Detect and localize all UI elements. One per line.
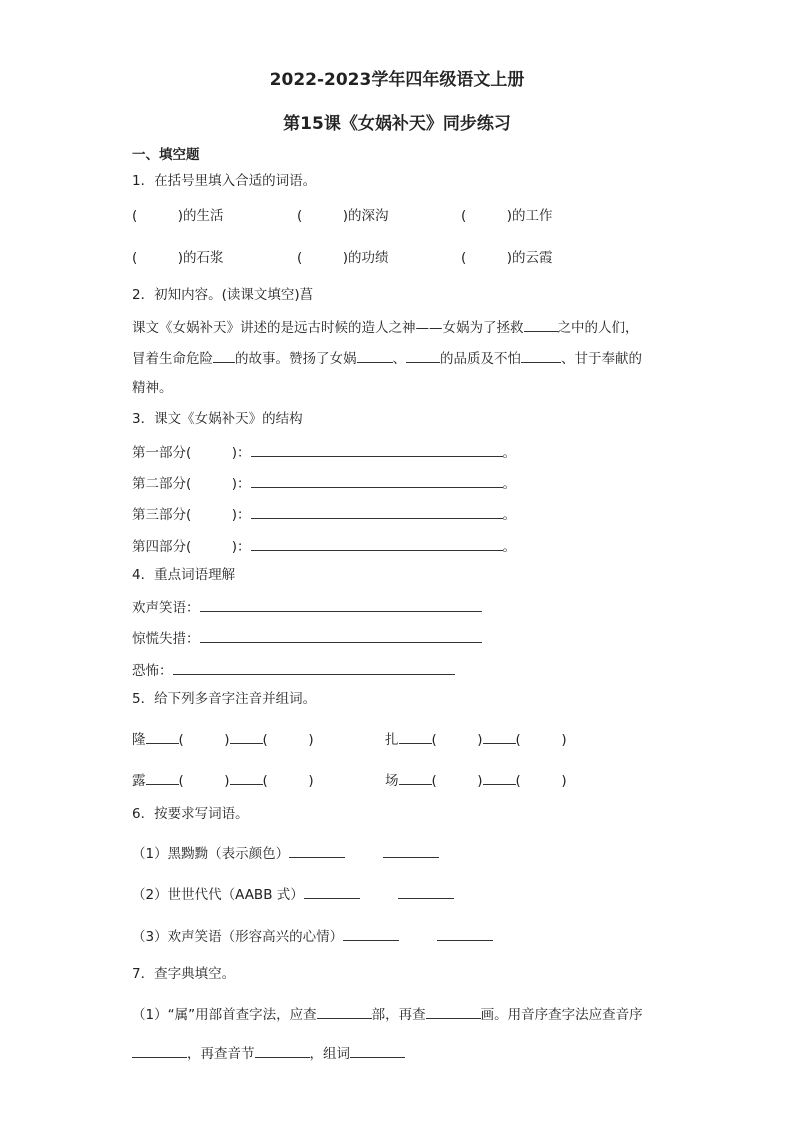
q5-paren: ( )	[178, 732, 230, 748]
answer-blank	[524, 317, 558, 332]
q4-item-2	[132, 628, 482, 648]
q2-text: 、甘于奉献的	[561, 351, 642, 367]
q3-label: 第一部分( )：	[132, 445, 251, 461]
q4-term: 欢声笑语：	[132, 600, 200, 616]
answer-blank	[383, 843, 439, 858]
q3-part-1	[132, 442, 516, 462]
answer-blank	[426, 1004, 481, 1019]
q2-text: 的故事。赞扬了女娲	[235, 351, 357, 367]
q5-item-3	[132, 770, 314, 790]
answer-blank	[200, 628, 482, 643]
question-3-prompt: 3．课文《女娲补天》的结构	[132, 411, 303, 427]
answer-blank	[521, 348, 561, 363]
answer-blank	[350, 1043, 405, 1058]
answer-blank	[200, 597, 482, 612]
q2-line-1	[132, 317, 639, 337]
answer-blank	[399, 729, 432, 744]
document-subtitle: 第15课《女娲补天》同步练习	[283, 114, 511, 134]
question-2-prompt: 2．初知内容。(读课文填空)菖	[132, 287, 314, 303]
answer-blank	[398, 884, 454, 899]
question-4-prompt: 4．重点词语理解	[132, 567, 236, 583]
q5-paren: ( )	[515, 773, 567, 789]
answer-blank	[251, 504, 503, 519]
question-7-prompt: 7．查字典填空。	[132, 966, 236, 982]
q4-item-1	[132, 597, 482, 617]
q7-text: ，再查音节	[187, 1046, 255, 1062]
q3-part-2	[132, 473, 516, 493]
q5-char: 隆	[132, 732, 146, 748]
answer-blank	[437, 926, 493, 941]
q7-line-2	[132, 1043, 405, 1063]
answer-blank	[399, 770, 432, 785]
answer-blank	[343, 926, 399, 941]
q5-char: 扎	[385, 732, 399, 748]
answer-blank	[146, 729, 179, 744]
q6-text: （1）黑黝黝（表示颜色）	[132, 846, 290, 862]
q3-end: 。	[502, 539, 517, 555]
q6-item-3	[132, 926, 493, 946]
answer-blank	[406, 348, 440, 363]
answer-blank	[146, 770, 179, 785]
q6-item-1	[132, 843, 439, 863]
q3-label: 第四部分( )：	[132, 539, 251, 555]
answer-blank	[230, 729, 263, 744]
section-heading: 一、填空题	[132, 147, 200, 163]
answer-blank	[317, 1004, 372, 1019]
answer-blank	[132, 1043, 187, 1058]
q5-char: 露	[132, 773, 146, 789]
q5-item-1	[132, 729, 314, 749]
answer-blank	[304, 884, 360, 899]
answer-blank	[289, 843, 345, 858]
q5-paren: ( )	[431, 732, 483, 748]
answer-blank	[483, 729, 516, 744]
q7-text: ，组词	[309, 1046, 350, 1062]
q1-blank-4: ( )的石浆	[132, 250, 224, 266]
q1-blank-3: ( )的工作	[461, 208, 553, 224]
question-6-prompt: 6．按要求写词语。	[132, 806, 249, 822]
answer-blank	[230, 770, 263, 785]
q2-text: 、	[392, 351, 406, 367]
q4-term: 恐怖：	[132, 663, 173, 679]
q5-item-4	[385, 770, 567, 790]
q3-end: 。	[502, 476, 517, 492]
answer-blank	[483, 770, 516, 785]
q7-text: 部，再查	[371, 1007, 426, 1023]
q3-part-4	[132, 536, 516, 556]
q2-text: 冒着生命危险	[132, 351, 213, 367]
q7-line-1	[132, 1004, 643, 1024]
answer-blank	[357, 348, 393, 363]
q5-char: 场	[385, 773, 399, 789]
q5-paren: ( )	[515, 732, 567, 748]
q4-term: 惊慌失措：	[132, 631, 200, 647]
q5-paren: ( )	[178, 773, 230, 789]
q3-part-3	[132, 504, 516, 524]
q2-text: 之中的人们，	[557, 320, 639, 336]
question-5-prompt: 5．给下列多音字注音并组词。	[132, 691, 317, 707]
q7-text: 画。用音序查字法应查音序	[480, 1007, 643, 1023]
q6-text: （2）世世代代（AABB 式）	[132, 887, 304, 903]
q6-text: （3）欢声笑语（形容高兴的心情）	[132, 929, 344, 945]
q2-text: 课文《女娲补天》讲述的是远古时候的造人之神——女娲为了拯救	[132, 320, 524, 336]
q5-item-2	[385, 729, 567, 749]
answer-blank	[255, 1043, 310, 1058]
q2-line-3: 精神。	[132, 380, 173, 396]
q5-paren: ( )	[431, 773, 483, 789]
q3-end: 。	[502, 445, 517, 461]
q6-item-2	[132, 884, 454, 904]
q3-end: 。	[502, 507, 517, 523]
q1-blank-2: ( )的深沟	[297, 208, 389, 224]
q7-text: （1）“属”用部首查字法，应查	[132, 1007, 317, 1023]
answer-blank	[251, 442, 503, 457]
q2-line-2	[132, 348, 642, 368]
q1-blank-5: ( )的功绩	[297, 250, 389, 266]
answer-blank	[173, 660, 455, 675]
q3-label: 第二部分( )：	[132, 476, 251, 492]
q5-paren: ( )	[262, 732, 314, 748]
q3-label: 第三部分( )：	[132, 507, 251, 523]
document-title: 2022-2023学年四年级语文上册	[269, 70, 525, 90]
q1-blank-1: ( )的生活	[132, 208, 224, 224]
answer-blank	[251, 473, 503, 488]
answer-blank	[213, 348, 235, 363]
q1-blank-6: ( )的云霞	[461, 250, 553, 266]
q2-text: 的品质及不怕	[440, 351, 521, 367]
answer-blank	[251, 536, 503, 551]
question-1-prompt: 1．在括号里填入合适的词语。	[132, 173, 317, 189]
q4-item-3	[132, 660, 455, 680]
q5-paren: ( )	[262, 773, 314, 789]
